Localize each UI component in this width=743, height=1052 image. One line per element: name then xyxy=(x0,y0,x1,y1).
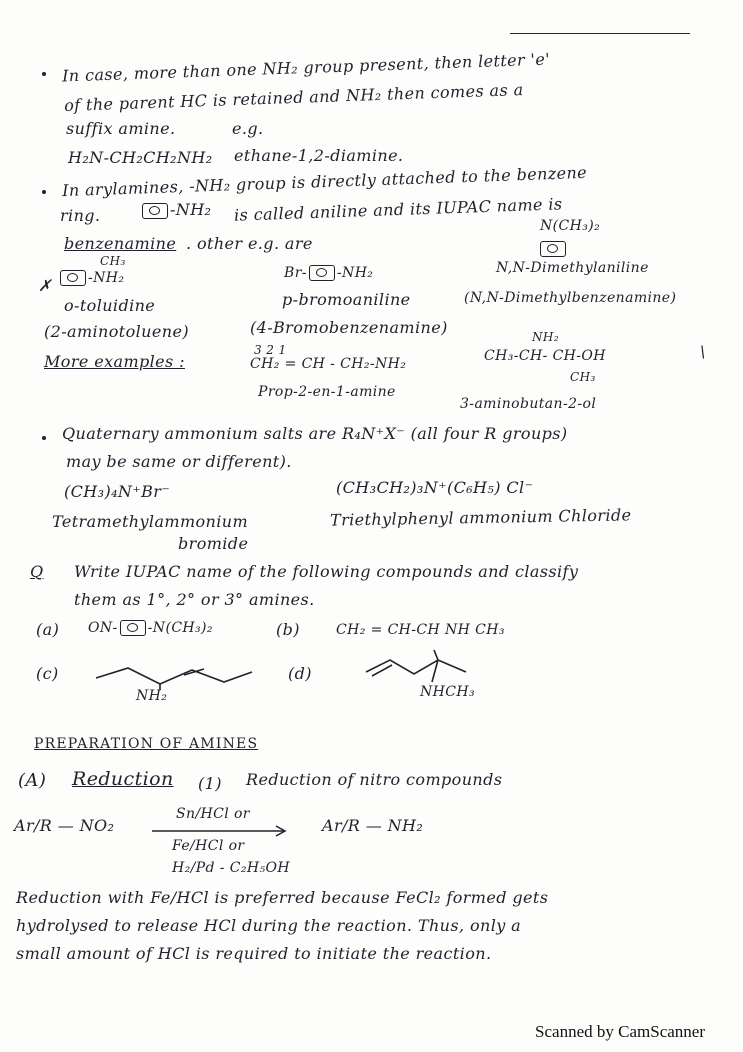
formula: CH₂ = CH-CH NH CH₃ xyxy=(336,622,505,638)
item-label: (A) xyxy=(18,770,47,791)
bullet xyxy=(42,190,46,194)
question-label: Q xyxy=(30,562,44,581)
reagent: Sn/HCl or xyxy=(176,806,250,822)
section-heading: PREPARATION OF AMINES xyxy=(34,736,259,752)
formula: Ar/R — NH₂ xyxy=(322,816,424,835)
text: ON- xyxy=(88,620,118,636)
text-line: them as 1°, 2° or 3° amines. xyxy=(74,590,315,609)
text-line: More examples : xyxy=(44,352,185,371)
item-label: (1) xyxy=(198,774,222,793)
text-line: N,N-Dimethylaniline xyxy=(496,260,649,276)
item-label: (b) xyxy=(276,620,300,639)
formula: (CH₃CH₂)₃N⁺(C₆H₅) Cl⁻ xyxy=(336,478,534,497)
item-label: (a) xyxy=(36,620,60,639)
text-line: small amount of HCl is required to initiate the reaction. xyxy=(16,944,492,963)
benzene-ring-icon xyxy=(60,270,86,286)
compound-a xyxy=(88,620,213,636)
item-label: (c) xyxy=(36,664,59,683)
text-line: Reduction with Fe/HCl is preferred because FeCl₂ formed gets xyxy=(16,888,549,907)
reaction-arrow-icon xyxy=(152,826,292,836)
formula: CH₃ xyxy=(570,370,596,384)
text-line: Write IUPAC name of the following compounds and classify xyxy=(74,562,579,581)
formula: Ar/R — NO₂ xyxy=(14,816,115,835)
slash-mark: \ xyxy=(700,342,706,361)
text-line: benzenamine xyxy=(64,234,177,253)
text-line: (4-Bromobenzenamine) xyxy=(250,318,448,337)
benzene-ring-icon xyxy=(142,203,168,219)
text-line: . other e.g. are xyxy=(186,234,313,253)
text: -N(CH₃)₂ xyxy=(147,620,213,636)
formula: H₂N-CH₂CH₂NH₂ xyxy=(68,148,213,167)
text-line: e.g. xyxy=(232,119,264,138)
benzene-ring-icon xyxy=(540,241,566,257)
text-line: In case, more than one NH₂ group present, then letter 'e' xyxy=(61,49,551,86)
text-line: is called aniline and its IUPAC name is xyxy=(233,194,563,225)
text-line: hydrolysed to release HCl during the reaction. Thus, only a xyxy=(16,916,522,935)
text: Br- xyxy=(284,265,307,281)
item-label: (d) xyxy=(288,664,312,683)
formula: NH₂ xyxy=(532,330,559,344)
text: -NH₂ xyxy=(88,270,125,286)
skeletal-structure-c xyxy=(96,660,256,690)
formula-ring xyxy=(538,238,568,257)
text-line: (N,N-Dimethylbenzenamine) xyxy=(464,290,677,306)
bullet xyxy=(42,436,46,440)
text-line: suffix amine. xyxy=(66,119,176,138)
text-line: bromide xyxy=(178,534,249,553)
formula: N(CH₃)₂ xyxy=(540,218,601,234)
text-line: (2-aminotoluene) xyxy=(44,322,189,341)
subheading: Reduction xyxy=(72,768,174,790)
scanner-watermark: Scanned by CamScanner xyxy=(535,1022,705,1041)
numbering: 3 2 1 xyxy=(254,343,287,357)
text-line: ethane-1,2-diamine. xyxy=(234,146,404,165)
text-line: Prop-2-en-1-amine xyxy=(258,384,396,400)
text-line: Triethylphenyl ammonium Chloride xyxy=(329,505,632,530)
text-line: In arylamines, -NH₂ group is directly attached to the benzene xyxy=(61,162,588,201)
formula: NH₂ xyxy=(136,688,168,704)
text: -NH₂ xyxy=(336,265,374,281)
reagent: Fe/HCl or xyxy=(172,838,245,854)
skeletal-structure-d xyxy=(366,652,476,686)
text-line: 3-aminobutan-2-ol xyxy=(460,396,597,412)
toluidine-formula xyxy=(58,270,124,286)
formula: (CH₃)₄N⁺Br⁻ xyxy=(64,482,171,501)
text-line: o-toluidine xyxy=(64,296,156,315)
text-line: ring. xyxy=(60,206,101,225)
text-line: Tetramethylammonium xyxy=(52,512,249,531)
text: -NH₂ xyxy=(170,200,212,219)
star-mark: ✗ xyxy=(38,276,52,295)
text-line: p-bromoaniline xyxy=(282,290,411,309)
bullet xyxy=(42,72,46,76)
formula: CH₃ xyxy=(100,254,126,268)
formula: NHCH₃ xyxy=(420,684,475,700)
bromoaniline-formula xyxy=(284,265,373,281)
text-line: Reduction of nitro compounds xyxy=(246,770,503,789)
formula: CH₂ = CH - CH₂-NH₂ xyxy=(250,356,407,372)
text-line: Quaternary ammonium salts are R₄N⁺X⁻ (all four R groups) xyxy=(62,424,568,443)
top-rule xyxy=(510,33,690,34)
reagent: H₂/Pd - C₂H₅OH xyxy=(172,860,290,876)
aniline-formula xyxy=(140,200,211,219)
formula: CH₃-CH- CH-OH xyxy=(484,348,606,364)
benzene-ring-icon xyxy=(120,620,146,636)
benzene-ring-icon xyxy=(309,265,335,281)
text-line: may be same or different). xyxy=(66,452,292,471)
text-line: of the parent HC is retained and NH₂ then comes as a xyxy=(63,79,524,116)
